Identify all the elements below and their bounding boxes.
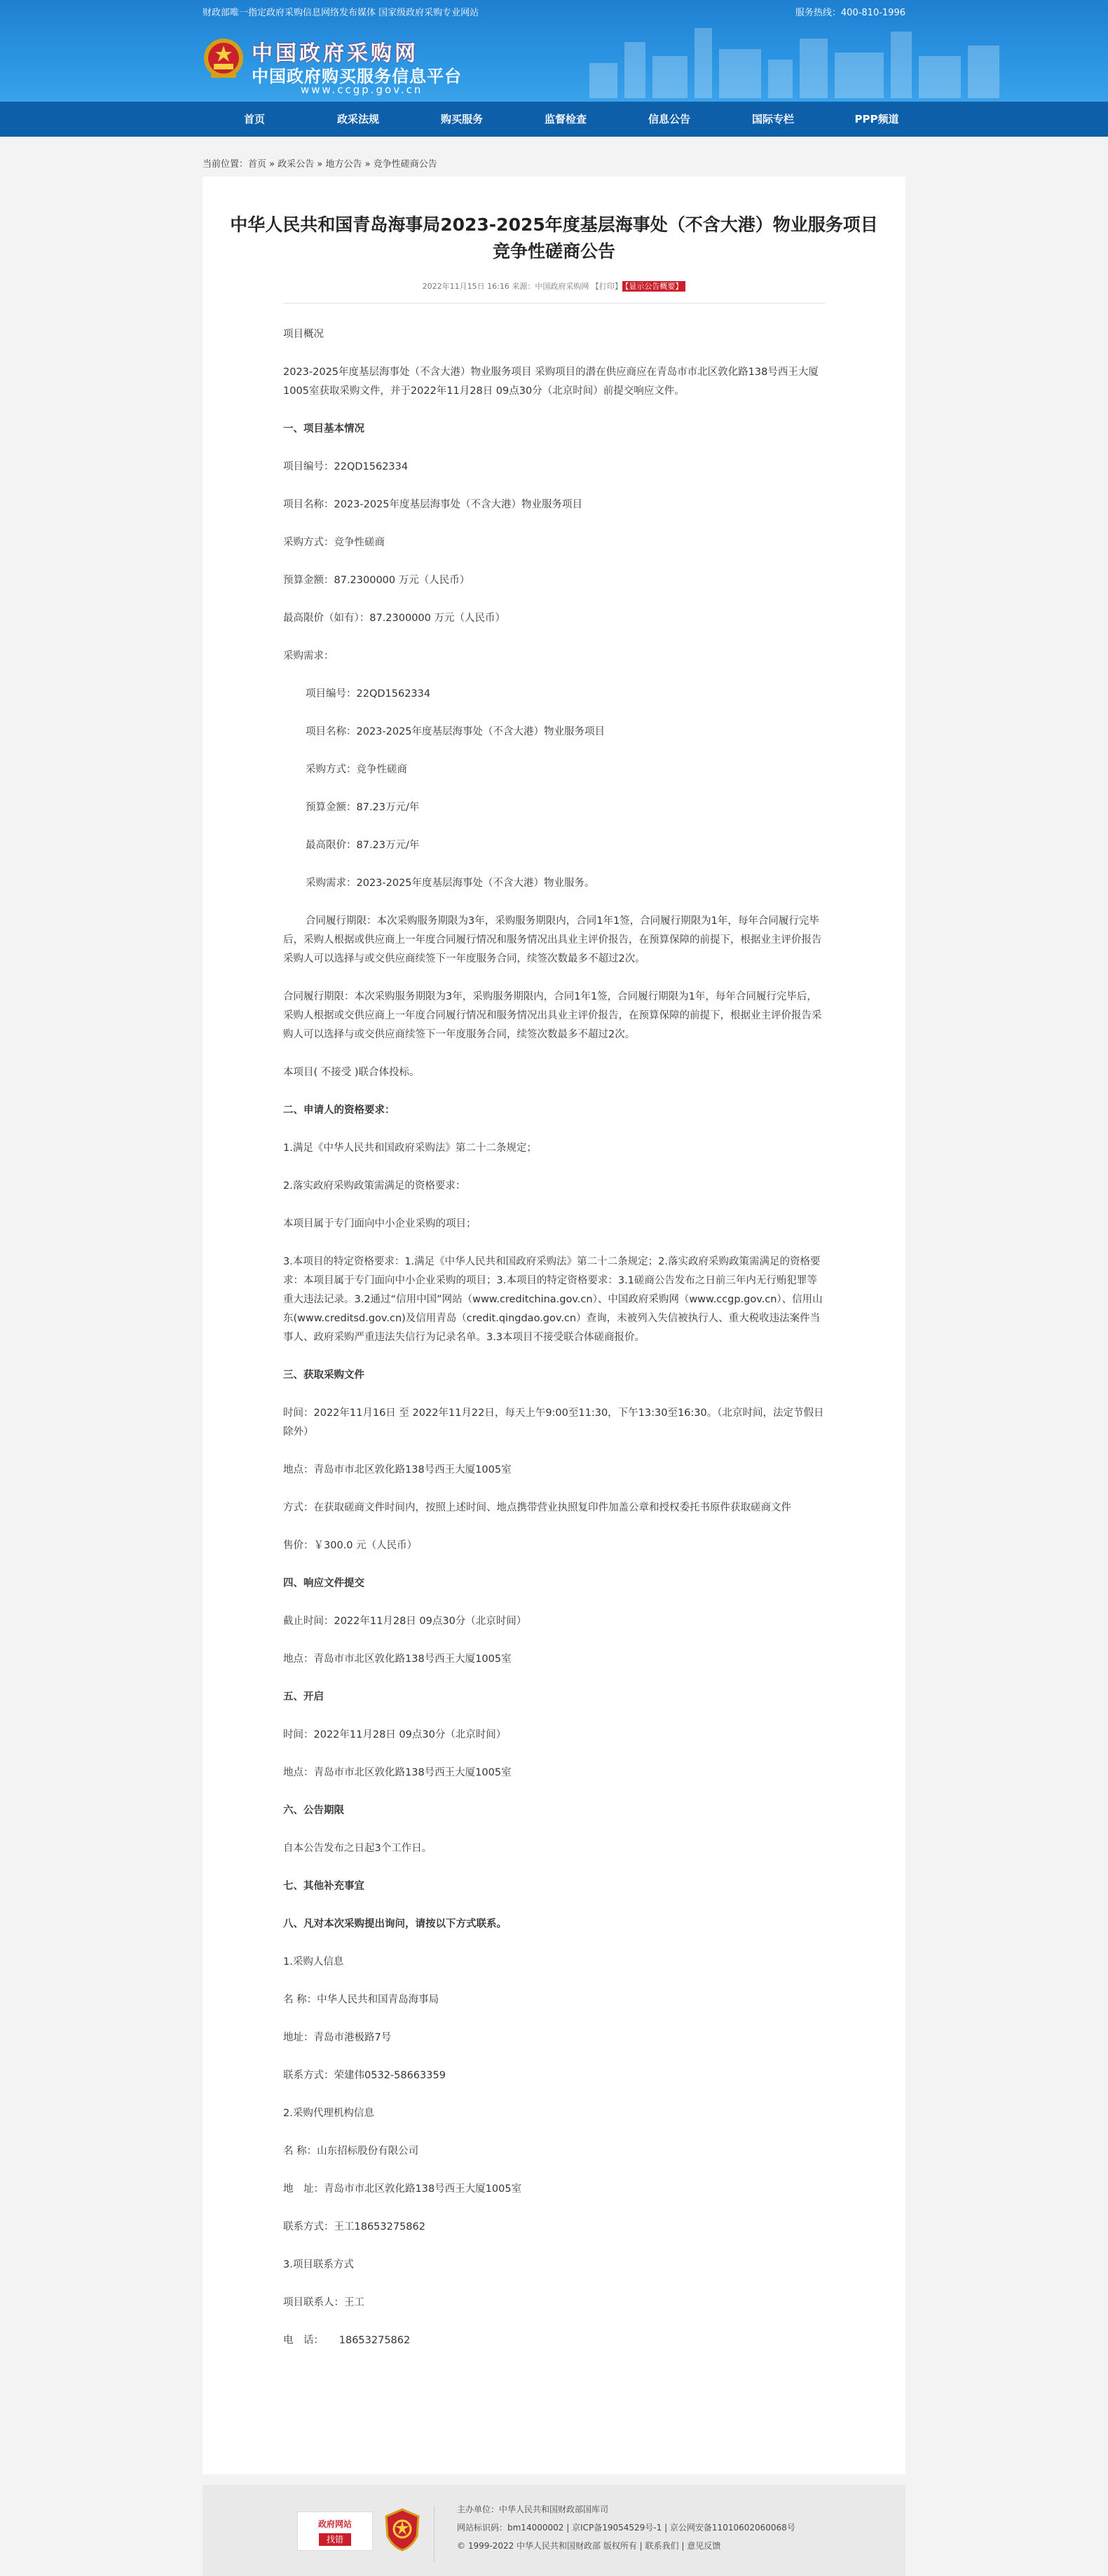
breadcrumb-separator: » <box>362 159 374 170</box>
show-summary-button[interactable]: 【显示公告概要】 <box>622 281 686 292</box>
feedback-link[interactable]: 意见反馈 <box>687 2541 721 2551</box>
article-paragraph: 时间：2022年11月16日 至 2022年11月22日，每天上午9:00至11:30，下午13:30至16:30。（北京时间，法定节假日除外） <box>283 1408 824 1438</box>
badge-title: 政府网站 <box>317 2519 352 2529</box>
article-meta <box>203 280 905 292</box>
article-paragraph: 地点：青岛市市北区敦化路138号西王大厦1005室 <box>283 1654 512 1665</box>
article-paragraph: 地址：青岛市港极路7号 <box>283 2032 392 2043</box>
title-line-1: 中华人民共和国青岛海事局2023-2025年度基层海事处（不含大港）物业服务项目 <box>230 214 878 235</box>
article-paragraph: 项目名称：2023-2025年度基层海事处（不含大港）物业服务项目 <box>283 499 583 510</box>
article-paragraph: 售价：￥300.0 元（人民币） <box>283 1540 418 1551</box>
article-paragraph: 地 址：青岛市市北区敦化路138号西王大厦1005室 <box>283 2183 522 2195</box>
skyline-decoration <box>589 21 1024 98</box>
article-paragraph: 项目编号：22QD1562334 <box>283 461 409 472</box>
article-paragraph: 采购需求：2023-2025年度基层海事处（不含大港）物业服务。 <box>306 878 595 889</box>
article-paragraph: 3.项目联系方式 <box>283 2259 354 2270</box>
footer-ids: 网站标识码：bm14000002 | 京ICP备19054529号-1 | 京公网安备11010602060068号 <box>457 2523 795 2533</box>
section-heading: 七、其他补充事宜 <box>283 1881 364 1892</box>
national-emblem-icon <box>203 36 245 82</box>
footer-copyright-line: © 1999-2022 中华人民共和国财政部 版权所有 | 联系我们 | 意见反馈 <box>457 2541 721 2551</box>
section-heading: 三、获取采购文件 <box>283 1370 364 1381</box>
article-paragraph: 1.采购人信息 <box>283 1956 344 1968</box>
article-paragraph: 预算金额：87.2300000 万元（人民币） <box>283 575 470 586</box>
article-paragraph: 项目联系人：王工 <box>283 2297 364 2308</box>
article-paragraph: 2.落实政府采购政策需满足的资格要求： <box>283 1180 466 1192</box>
breadcrumb-announcements[interactable]: 政采公告 <box>278 159 315 170</box>
article-paragraph: 采购方式：竞争性磋商 <box>283 537 385 548</box>
service-hotline: 服务热线：400-810-1996 <box>795 8 905 18</box>
article-paragraph: 采购需求： <box>283 650 334 662</box>
article-paragraph: 方式：在获取磋商文件时间内，按照上述时间、地点携带营业执照复印件加盖公章和授权委托书原件获取磋商文件 <box>283 1502 791 1513</box>
nav-item-purchase-services[interactable]: 购买服务 <box>440 113 483 125</box>
article-paragraph: 时间：2022年11月28日 09点30分（北京时间） <box>283 1729 507 1740</box>
site-footer <box>203 2485 905 2576</box>
breadcrumb-current[interactable]: 竞争性磋商公告 <box>373 159 437 170</box>
article-paragraph: 电 话： 18653275862 <box>283 2335 411 2346</box>
article-paragraph: 项目名称：2023-2025年度基层海事处（不含大港）物业服务项目 <box>306 726 606 737</box>
page-title <box>203 212 905 265</box>
article-paragraph: 名 称：中华人民共和国青岛海事局 <box>283 1994 439 2005</box>
article-paragraph: 本项目属于专门面向中小企业采购的项目； <box>283 1218 477 1229</box>
section-heading: 六、公告期限 <box>283 1805 344 1816</box>
title-line-2: 竞争性磋商公告 <box>492 241 615 261</box>
article-paragraph: 名 称：山东招标股份有限公司 <box>283 2146 419 2157</box>
section-heading: 四、响应文件提交 <box>283 1578 364 1589</box>
nav-item-supervision[interactable]: 监督检查 <box>544 113 587 125</box>
breadcrumb-prefix: 当前位置： <box>203 159 249 170</box>
footer-info <box>457 2500 795 2555</box>
article-paragraph: 2023-2025年度基层海事处（不含大港）物业服务项目 采购项目的潜在供应商应在青岛市市北区敦化路138号西王大厦1005室获取采购文件，并于2022年11月28日 09点30分（北京时间）前提交响应文件。 <box>283 367 819 397</box>
nav-item-home[interactable]: 首页 <box>243 113 265 125</box>
article-paragraph: 采购方式：竞争性磋商 <box>306 764 407 775</box>
article-paragraph: 截止时间：2022年11月28日 09点30分（北京时间） <box>283 1616 527 1627</box>
article-paragraph: 地点：青岛市市北区敦化路138号西王大厦1005室 <box>283 1767 512 1778</box>
site-tagline: 财政部唯一指定政府采购信息网络发布媒体 国家级政府采购专业网站 <box>203 8 479 18</box>
footer-divider <box>434 2506 435 2562</box>
publish-info: 2022年11月15日 16:16 来源：中国政府采购网 【打印】 <box>422 282 622 291</box>
article-paragraph: 地点：青岛市市北区敦化路138号西王大厦1005室 <box>283 1464 512 1476</box>
party-emblem-icon[interactable] <box>383 2508 421 2551</box>
site-logo[interactable] <box>203 32 476 95</box>
article-panel <box>203 177 905 2474</box>
article-paragraph: 合同履行期限：本次采购服务期限为3年，采购服务期限内，合同1年1签，合同履行期限为1年，每年合同履行完毕后，采购人根据或供应商上一年度合同履行情况和服务情况出具业主评价报告，在预算保障的前提下，根据业主评价报告采购人可以选择与或交供应商续签下一年度服务合同，续签次数最多不超过2次。 <box>283 915 822 965</box>
article-paragraph: 自本公告发布之日起3个工作日。 <box>283 1843 432 1854</box>
breadcrumb-separator: » <box>314 159 326 170</box>
section-heading: 八、凡对本次采购提出询问，请按以下方式联系。 <box>283 1919 507 1930</box>
article-paragraph: 项目概况 <box>283 329 324 340</box>
section-heading: 二、申请人的资格要求： <box>283 1105 395 1116</box>
badge-subtitle: 找错 <box>319 2533 351 2546</box>
logo-subtitle: 中国政府购买服务信息平台 <box>252 67 462 86</box>
nav-item-announcements[interactable]: 信息公告 <box>648 113 690 125</box>
logo-url: www.ccgp.gov.cn <box>301 83 423 96</box>
logo-title: 中国政府采购网 <box>252 41 418 66</box>
nav-item-international[interactable]: 国际专栏 <box>751 113 794 125</box>
nav-item-ppp[interactable]: PPP频道 <box>854 113 899 125</box>
article-paragraph: 最高限价（如有）：87.2300000 万元（人民币） <box>283 613 505 624</box>
article-body <box>283 325 825 2369</box>
breadcrumb-separator: » <box>266 159 278 170</box>
article-paragraph: 最高限价：87.23万元/年 <box>306 840 420 851</box>
gov-site-error-badge[interactable] <box>297 2512 373 2551</box>
main-nav <box>0 102 1108 137</box>
article-paragraph: 3.本项目的特定资格要求：1.满足《中华人民共和国政府采购法》第二十二条规定；2.落实政府采购政策需满足的资格要求：本项目属于专门面向中小企业采购的项目；3.本项目的特定资格要求：3.1磋商公告发布之日前三年内无行贿犯罪等重大违法记录。3.2通过“信用中国”网站（www.creditchina.gov.cn）、中国政府采购网（www.ccgp.gov.cn）、信用山东(www.creditsd.gov.cn)及信用青岛（credit.qingdao.gov.cn）查询，未被列入失信被执行人、重大税收违法案件当事人、政府采购严重违法失信行为记录名单。3.3本项目不接受联合体磋商报价。 <box>283 1256 823 1343</box>
section-heading: 五、开启 <box>283 1691 324 1703</box>
nav-item-regulations[interactable]: 政采法规 <box>336 113 379 125</box>
breadcrumb-local[interactable]: 地方公告 <box>325 159 362 170</box>
article-paragraph: 项目编号：22QD1562334 <box>306 688 431 700</box>
breadcrumb <box>203 156 437 170</box>
breadcrumb-home[interactable]: 首页 <box>248 159 267 170</box>
footer-copyright: © 1999-2022 中华人民共和国财政部 版权所有 <box>457 2541 637 2551</box>
section-heading: 一、项目基本情况 <box>283 423 364 435</box>
footer-sponsor: 主办单位：中华人民共和国财政部国库司 <box>457 2505 609 2514</box>
article-paragraph: 联系方式：荣建伟0532-58663359 <box>283 2070 446 2081</box>
title-divider <box>283 303 825 304</box>
article-paragraph: 合同履行期限：本次采购服务期限为3年，采购服务期限内，合同1年1签，合同履行期限为1年，每年合同履行完毕后，采购人根据或交供应商上一年度合同履行情况和服务情况出具业主评价报告，在预算保障的前提下，根据业主评价报告采购人可以选择与或交供应商续签下一年度服务合同，续签次数最多不超过2次。 <box>283 991 822 1040</box>
article-paragraph: 2.采购代理机构信息 <box>283 2108 374 2119</box>
contact-us-link[interactable]: 联系我们 <box>645 2541 679 2551</box>
article-paragraph: 预算金额：87.23万元/年 <box>306 802 420 813</box>
header-banner <box>0 0 1108 102</box>
article-paragraph: 1.满足《中华人民共和国政府采购法》第二十二条规定； <box>283 1143 537 1154</box>
article-paragraph: 本项目( 不接受 )联合体投标。 <box>283 1067 420 1078</box>
article-paragraph: 联系方式：王工18653275862 <box>283 2221 425 2233</box>
